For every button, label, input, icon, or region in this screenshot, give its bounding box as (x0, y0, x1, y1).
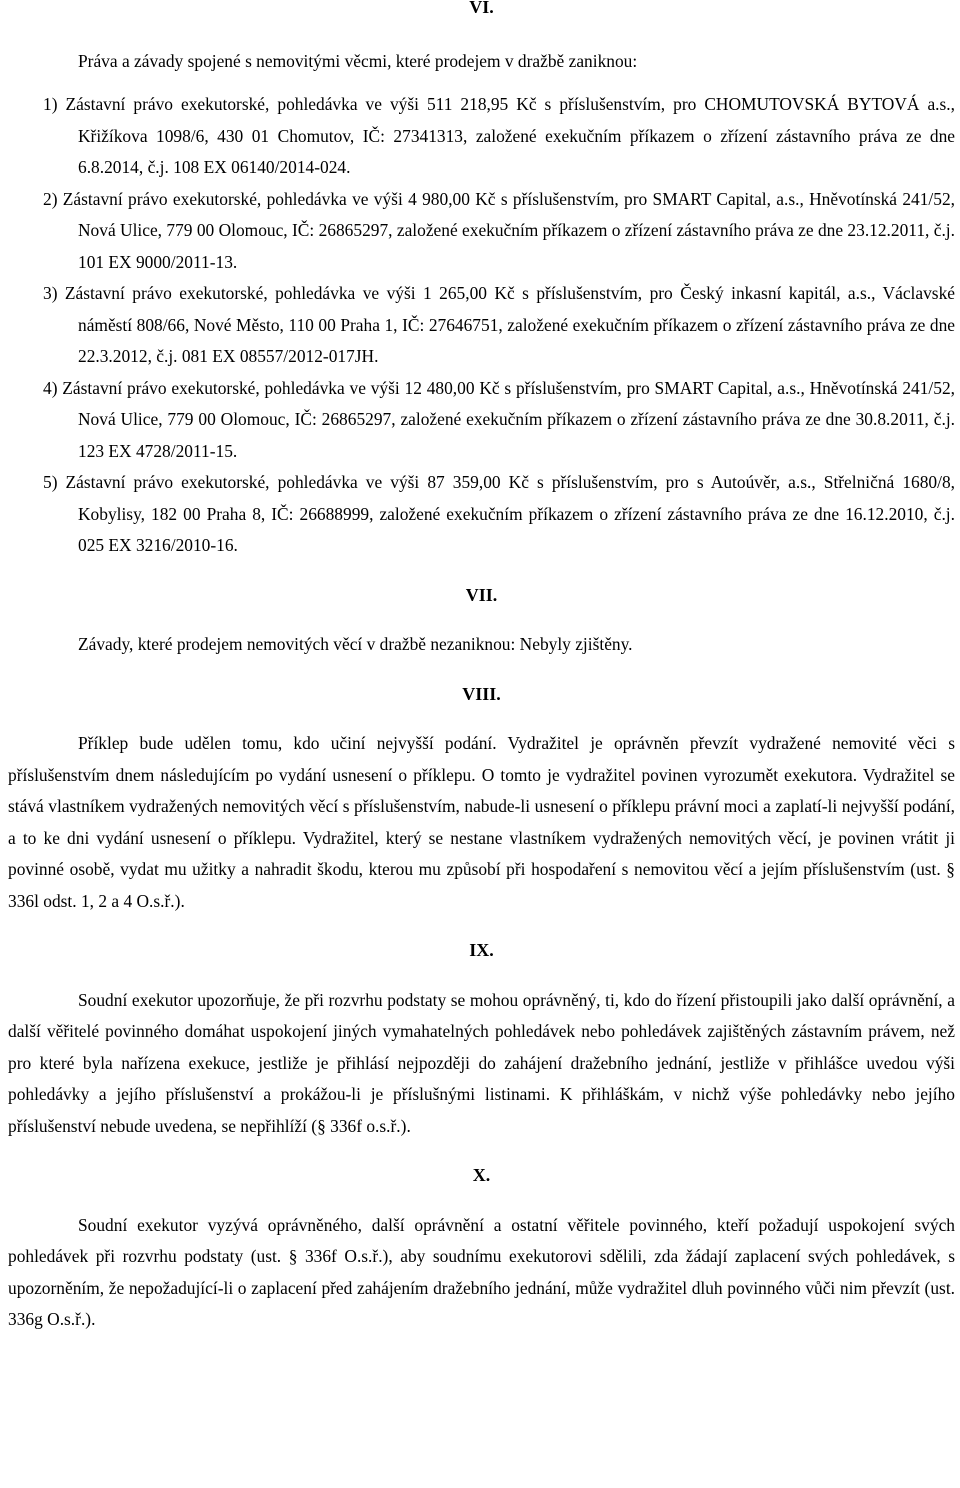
list-item: 4) Zástavní právo exekutorské, pohledávka ve výši 12 480,00 Kč s příslušenstvím, pro SMART Capital, a.s., Hněvotínská 241/52, Nová Ulice, 779 00 Olomouc, IČ: 26865297, založené exekučním příkazem o zřízení zástavního práva ze dne 30.8.2011, č.j. 123 EX 4728/2011-15. (43, 377, 955, 461)
list-item: 2) Zástavní právo exekutorské, pohledávka ve výši 4 980,00 Kč s příslušenstvím, pro SMART Capital, a.s., Hněvotínská 241/52, Nová Ulice, 779 00 Olomouc, IČ: 26865297, založené exekučním příkazem o zřízení zástavního práva ze dne 23.12.2011, č.j. 101 EX 9000/2011-13. (43, 188, 955, 272)
section-heading-viii: VIII. (462, 683, 501, 704)
list-item: 5) Zástavní právo exekutorské, pohledávka ve výši 87 359,00 Kč s příslušenstvím, pro s Autoúvěr, a.s., Střelničná 1680/8, Kobylisy, 182 00 Praha 8, IČ: 26688999, založené exekučním příkazem o zřízení zástavního práva ze dne 16.12.2010, č.j. 025 EX 3216/2010-16. (43, 472, 955, 555)
list-item: 1) Zástavní právo exekutorské, pohledávka ve výši 511 218,95 Kč s příslušenstvím, pro CHOMUTOVSKÁ BYTOVÁ a.s., Křižíkova 1098/6, 430 01 Chomutov, IČ: 27341313, založené exekučním příkazem o zřízení zástavního práva ze dne 6.8.2014, č.j. 108 EX 06140/2014-024. (43, 94, 955, 177)
section-vii-text: Závady, které prodejem nemovitých věcí v dražbě nezaniknou: Nebyly zjištěny. (78, 634, 633, 654)
section-ix-text: Soudní exekutor upozorňuje, že při rozvrhu podstaty se mohou oprávněný, ti, kdo do řízení přistoupili jako další oprávnění, a další věřitelé povinného domáhat uspokojení jiných vymahatelných pohledávek nebo pohledávek zajištěných zástavním právem, než pro které byla nařízena exekuce, jestliže je přihlásí nejpozději do zahájení dražebního jednání, jestliže v přihlášce uvedou výši pohledávky a jejího příslušenství a prokážou-li je příslušnými listinami. K přihláškám, v nichž výše pohledávky nebo jejího příslušenství nebude uvedena, se nepřihlíží (§ 336f o.s.ř.). (8, 989, 955, 1136)
list-item: 3) Zástavní právo exekutorské, pohledávka ve výši 1 265,00 Kč s příslušenstvím, pro Český inkasní kapitál, a.s., Václavské náměstí 808/66, Nové Město, 110 00 Praha 1, IČ: 27646751, založené exekučním příkazem o zřízení zástavního práva ze dne 22.3.2012, č.j. 081 EX 08557/2012-017JH. (43, 283, 955, 366)
section-heading-vii: VII. (465, 584, 498, 605)
section-heading-vi: VI. (469, 0, 494, 17)
section-heading-x: X. (472, 1165, 491, 1185)
section-heading-ix: IX. (469, 940, 494, 960)
section-x-text: Soudní exekutor vyzývá oprávněného, další oprávnění a ostatní věřitele povinného, kteří požadují uspokojení svých pohledávek při rozvrhu podstaty (ust. § 336f O.s.ř.), aby soudnímu exekutorovi sdělili, zda žádají zaplacení svých pohledávek, s upozorněním, že nepožadující-li o zaplacení před zahájením dražebního jednání, může vydražitel dluh povinného vůči nim převzít (ust. 336g O.s.ř.). (8, 1214, 955, 1329)
section-viii-text: Příklep bude udělen tomu, kdo učiní nejvyšší podání. Vydražitel je oprávněn převzít vydražené nemovité věci s příslušenstvím dnem následujícím po vydání usnesení o příklepu. O tomto je vydražitel povinen vyrozumět exekutora. Vydražitel se stává vlastníkem vydražených nemovitých věcí s příslušenstvím, nabude-li usnesení o příklepu právní moci a zaplatí-li nejvyšší podání, a to ke dni vydání usnesení o příklepu. Vydražitel, který se nestane vlastníkem vydražených nemovitých věcí, je povinen vrátit ji povinné osobě, vydat mu užitky a nahradit škodu, kterou mu způsobí při hospodaření s nemovitou věcí a jejím příslušenstvím (ust. § 336l odst. 1, 2 a 4 O.s.ř.). (8, 733, 955, 911)
section-vi-intro: Práva a závady spojené s nemovitými věcmi, které prodejem v dražbě zaniknou: (78, 50, 638, 71)
